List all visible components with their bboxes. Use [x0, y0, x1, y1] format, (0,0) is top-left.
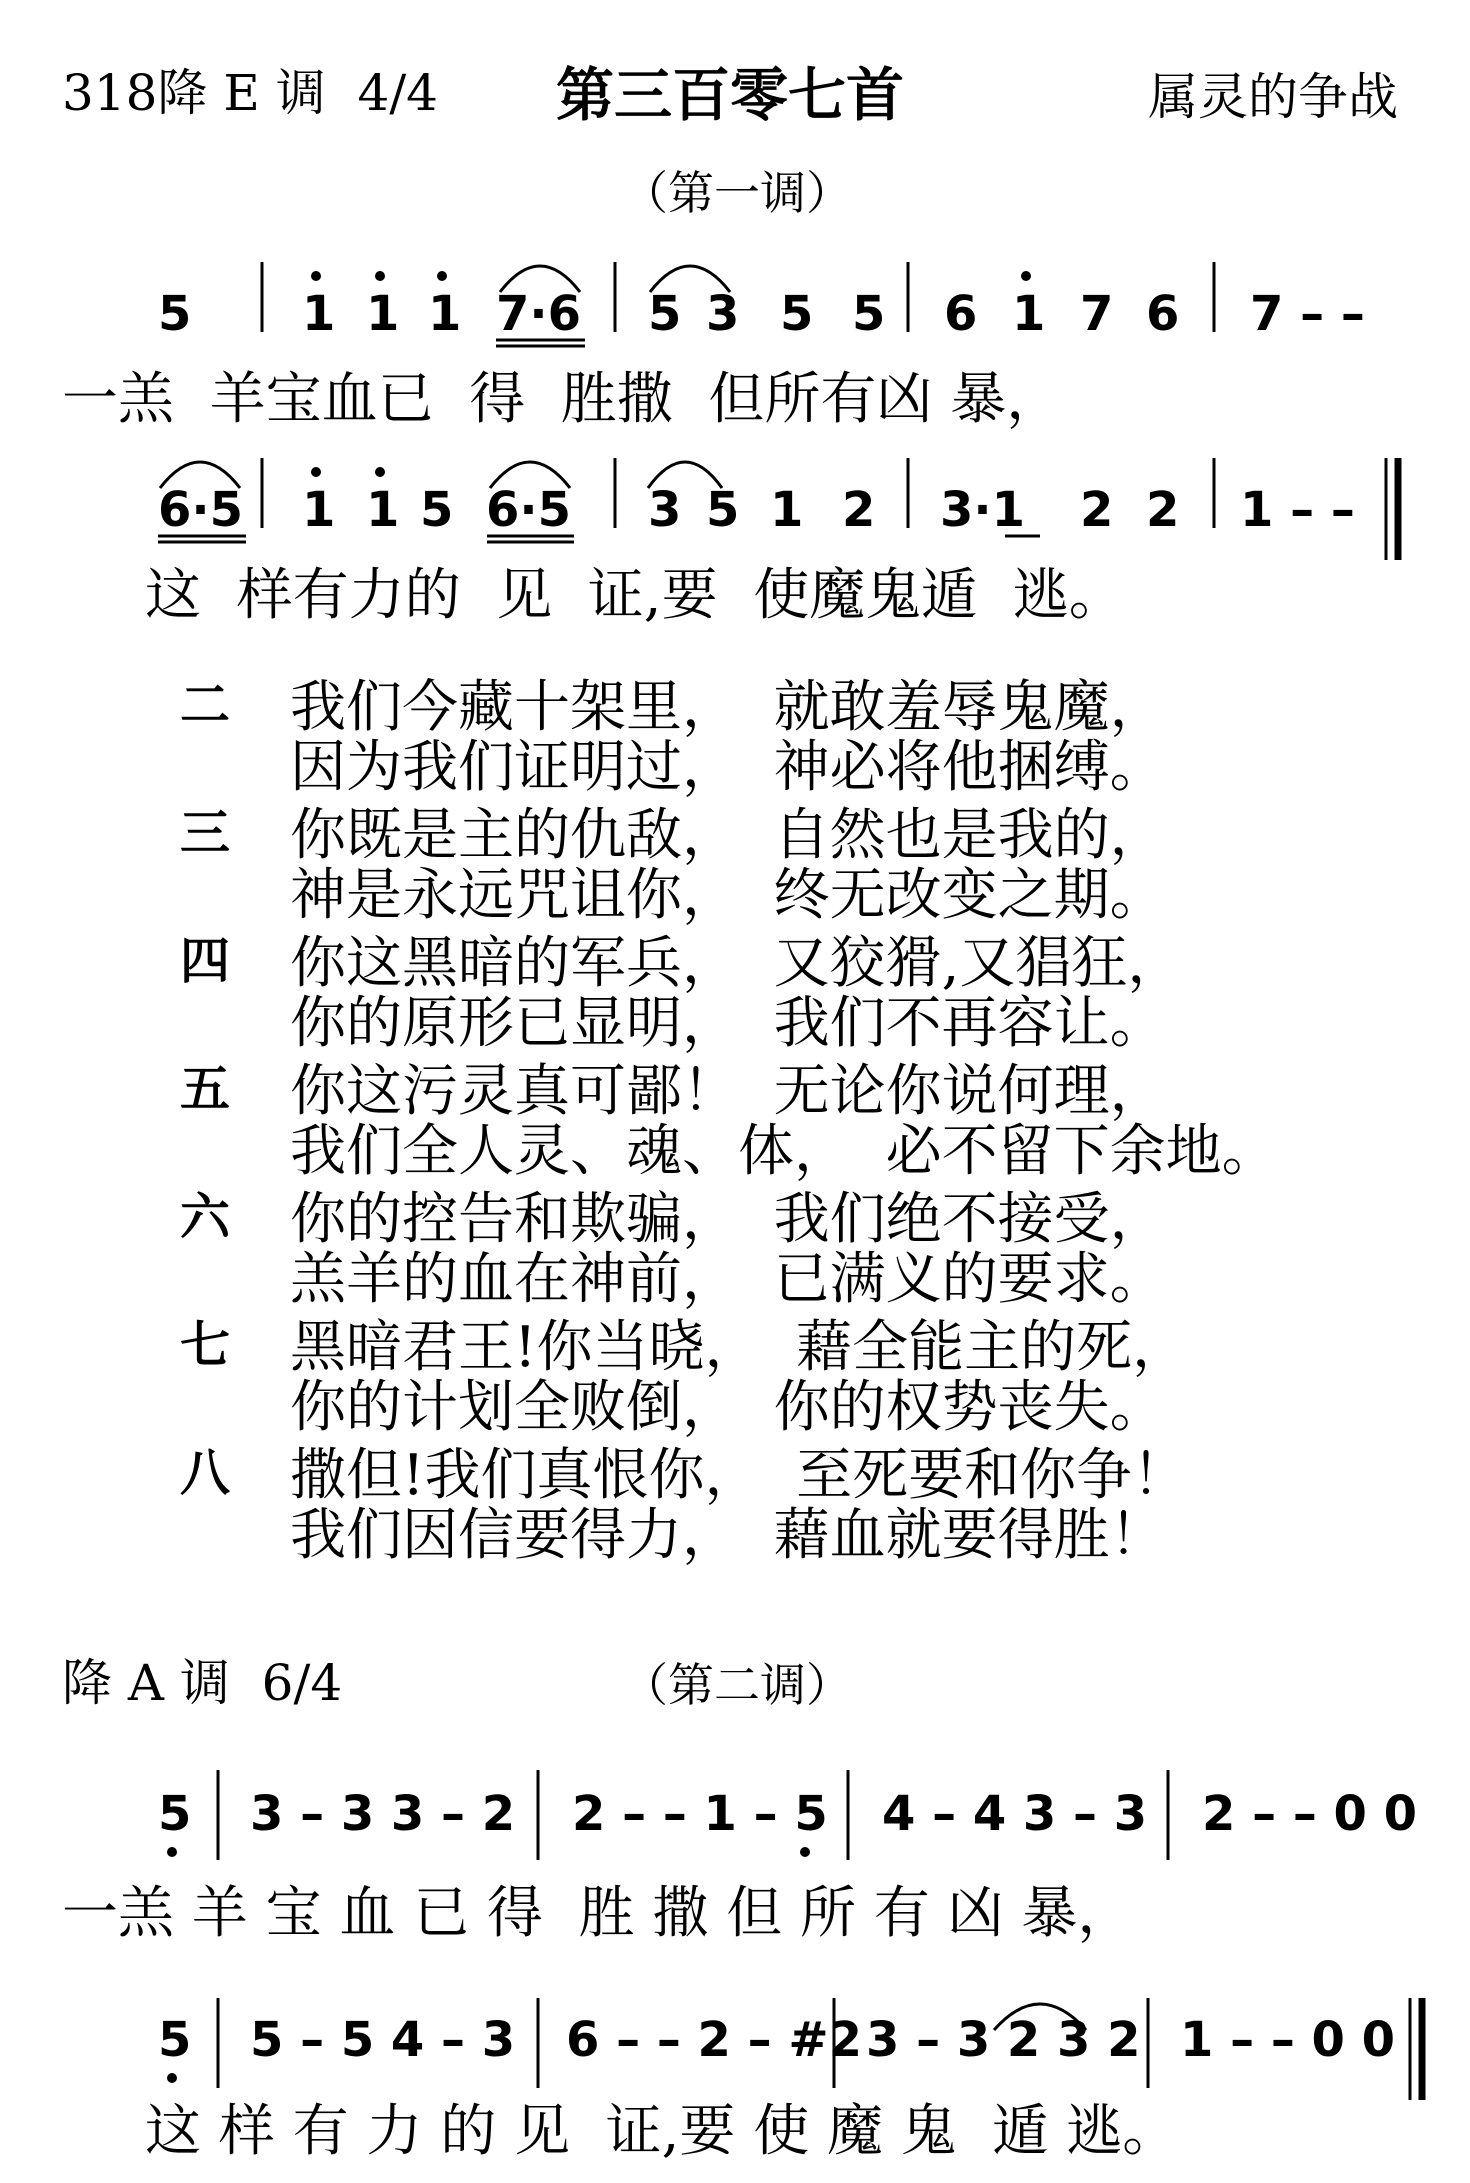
svg-text:3: 3 — [706, 286, 740, 342]
tune1-label: （第一调） — [622, 166, 852, 220]
svg-text:1: 1 — [1012, 286, 1046, 342]
svg-text:6·5: 6·5 — [486, 482, 572, 538]
svg-text:1: 1 — [302, 286, 336, 342]
svg-text:1 – – 0 0: 1 – – 0 0 — [1180, 2012, 1396, 2068]
svg-text:6: 6 — [944, 286, 978, 342]
svg-text:2 – – 1 – 5: 2 – – 1 – 5 — [572, 1786, 828, 1842]
svg-text:5 – 5 4 – 3: 5 – 5 4 – 3 — [250, 2012, 516, 2068]
verse-line: 黑暗君王!你当晓， 藉全能主的死， — [290, 1315, 1189, 1380]
svg-text:4 – 4 3 – 3: 4 – 4 3 – 3 — [882, 1786, 1148, 1842]
svg-text:5: 5 — [780, 286, 814, 342]
svg-text:6·5: 6·5 — [158, 482, 244, 538]
verse-line: 你这污灵真可鄙！ 无论你说何理， — [290, 1059, 1166, 1124]
svg-text:1: 1 — [428, 286, 462, 342]
tune1-row2-lyric: 这 样有力的 见 证,要 使魔鬼遁 逃。 — [145, 563, 1125, 628]
svg-text:5: 5 — [158, 1786, 192, 1842]
verse-line: 你既是主的仇敌， 自然也是我的， — [290, 803, 1166, 868]
svg-text:2: 2 — [842, 482, 876, 538]
verse-line: 我们全人灵、魂、体， 必不留下余地。 — [290, 1119, 1278, 1184]
verse-number: 七 — [180, 1316, 230, 1374]
svg-text:1: 1 — [366, 286, 400, 342]
svg-text:1: 1 — [302, 482, 336, 538]
verse-number: 八 — [180, 1444, 230, 1502]
verse-number: 三 — [180, 804, 230, 862]
svg-text:3·1: 3·1 — [940, 482, 1026, 538]
svg-text:3: 3 — [648, 482, 682, 538]
tune1-row1-lyric: 一羔 羊宝血已 得 胜撒 但所有凶 暴， — [62, 367, 1063, 432]
svg-text:5: 5 — [706, 482, 740, 538]
verse-line: 羔羊的血在神前， 已满义的要求。 — [290, 1247, 1166, 1312]
svg-text:1: 1 — [770, 482, 804, 538]
svg-text:2: 2 — [1080, 482, 1114, 538]
svg-text:1: 1 — [366, 482, 400, 538]
tune2-row2-lyric: 这 样 有 力 的 见 证,要 使 魔 鬼 遁 逃。 — [145, 2099, 1179, 2164]
note: 5 — [158, 286, 192, 342]
verse-line: 我们今藏十架里， 就敢羞辱鬼魔， — [290, 675, 1166, 740]
svg-text:5: 5 — [648, 286, 682, 342]
tune2-row1-lyric: 一羔 羊 宝 血 已 得 胜 撒 但 所 有 凶 暴， — [62, 1881, 1134, 1946]
verse-line: 撒但!我们真恨你， 至死要和你争！ — [290, 1443, 1189, 1508]
verse-number: 四 — [180, 932, 230, 990]
hymn-number-key-time: 318降 E 调 4/4 — [62, 64, 438, 122]
hymn-subtitle: 属灵的争战 — [1148, 68, 1398, 126]
svg-text:5: 5 — [420, 482, 454, 538]
tune2-label: （第二调） — [622, 1658, 852, 1712]
verse-line: 你的原形已显明， 我们不再容让。 — [290, 991, 1166, 1056]
svg-text:2: 2 — [1146, 482, 1180, 538]
svg-text:7: 7 — [1080, 286, 1114, 342]
verse-line: 我们因信要得力， 藉血就要得胜！ — [290, 1503, 1166, 1568]
svg-text:6 – – 2 – #2: 6 – – 2 – #2 — [566, 2012, 862, 2068]
verse-line: 你的控告和欺骗， 我们绝不接受， — [290, 1187, 1166, 1252]
svg-text:3 – 3 3 – 2: 3 – 3 3 – 2 — [250, 1786, 516, 1842]
verse-line: 你这黑暗的军兵， 又狡猾,又猖狂， — [290, 931, 1184, 996]
svg-text:6: 6 — [1146, 286, 1180, 342]
svg-text:5: 5 — [158, 2012, 192, 2068]
svg-text:3 – 3 2 3 2: 3 – 3 2 3 2 — [866, 2012, 1141, 2068]
svg-text:1 – –: 1 – – — [1240, 482, 1355, 538]
hymn-title: 第三百零七首 — [556, 61, 905, 129]
svg-text:7 – –: 7 – – — [1250, 286, 1365, 342]
svg-text:5: 5 — [852, 286, 886, 342]
verse-number: 六 — [180, 1188, 230, 1246]
verse-line: 你的计划全败倒， 你的权势丧失。 — [290, 1375, 1166, 1440]
verse-line: 因为我们证明过， 神必将他捆缚。 — [290, 735, 1166, 800]
tune2-key-time: 降 A 调 6/4 — [62, 1654, 343, 1712]
svg-text:2 – – 0 0: 2 – – 0 0 — [1202, 1786, 1418, 1842]
verse-line: 神是永远咒诅你， 终无改变之期。 — [290, 863, 1166, 928]
verse-number: 五 — [180, 1060, 230, 1118]
svg-text:7·6: 7·6 — [496, 286, 582, 342]
verse-number: 二 — [180, 676, 230, 734]
